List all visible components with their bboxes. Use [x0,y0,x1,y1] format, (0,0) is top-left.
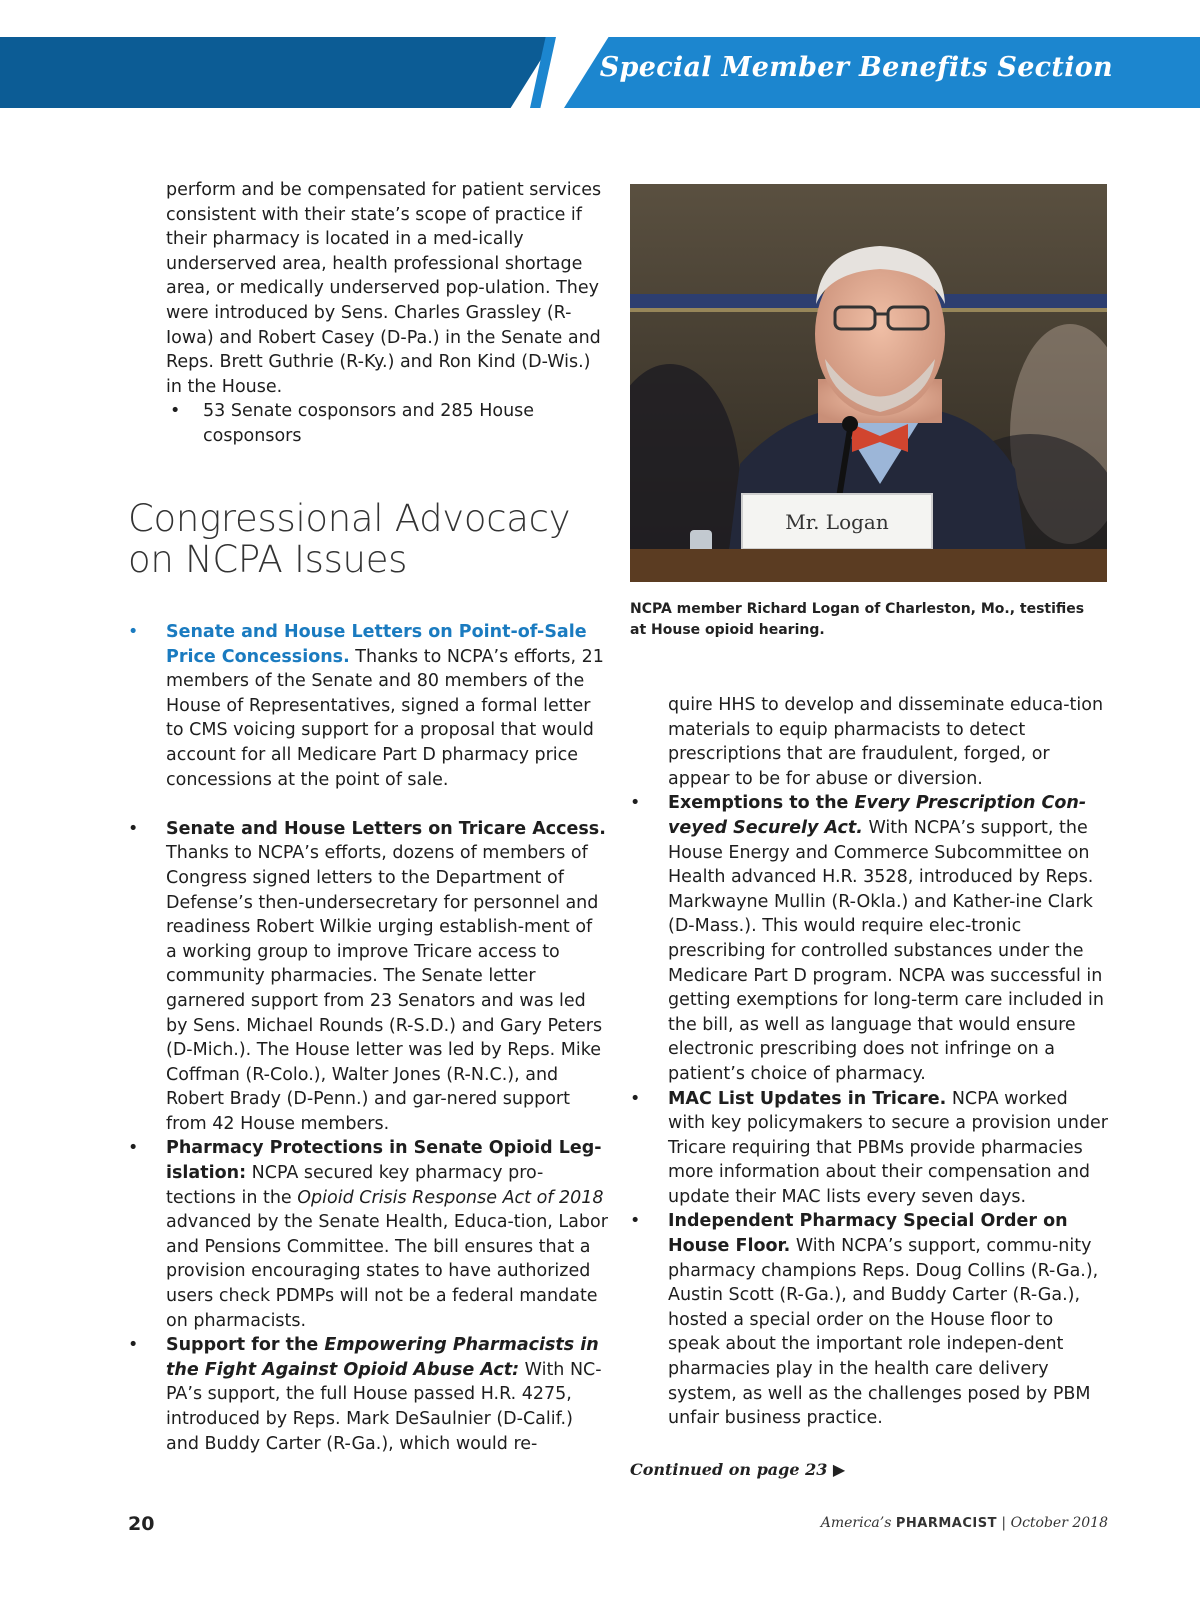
bullet-marker: • [128,818,139,839]
bullet-marker: • [170,401,181,422]
item-title: Independent Pharmacy Special Order on House Floor. [668,1211,1068,1257]
section-title: Special Member Benefits Section [599,52,1113,83]
item-title: Support for the [166,1335,325,1356]
item-body: With NCPA’s support, commu-nity pharmacy champions Reps. Doug Collins (R-Ga.), Austin Scott (R-Ga.), and Buddy Carter (R-Ga.), hosted a special order on the House floor to speak about the important role indepen-dent pharmacies play in the health care delivery system, as well as the challenges posed by PBM unfair business practice. [668,1236,1099,1429]
list-item [630,791,1110,1086]
item-title: Pharmacy Protections in Senate Opioid Leg-islation: [166,1138,602,1184]
bullet-marker: • [128,622,139,642]
bullet-marker: • [128,1335,139,1356]
bullet-marker: • [630,1211,641,1232]
list-item [128,1136,608,1333]
act-name: Empowering Pharmacists in the Fight Against Opioid Abuse Act: [166,1335,599,1380]
banner-dark-bar [0,37,555,108]
list-item [128,1333,608,1456]
item-body: With NCPA’s support, the House Energy and Commerce Subcommittee on Health advanced H.R. 3528, introduced by Reps. Markwayne Mullin (R-Okla.) and Kather-ine Clark (D-Mass.). This would require elec-tronic prescribing for controlled substances under the Medicare Part D program. NCPA was successful in getting exemptions for long-term care included in the bill, as well as language that would ensure electronic prescribing does not infringe on a patient’s choice of pharmacy. [668,817,1104,1084]
right-column [630,693,1110,1431]
continued-link[interactable] [630,1460,845,1479]
section-heading: Congressional Advocacy on NCPA Issues [128,497,571,581]
item-title: Exemptions to the [668,793,855,814]
publication-footer [821,1515,1108,1531]
act-name: Opioid Crisis Response Act of 2018 [297,1187,604,1208]
hearing-photo [630,184,1107,582]
magazine-prefix: America’s [820,1515,892,1531]
item-body: NCPA worked with key policymakers to secure a provision under Tricare requiring that PBMs provide pharmacies more information about their compensation and update their MAC lists every seven days. [668,1088,1108,1207]
magazine-name: PHARMACIST [895,1516,997,1531]
continued-text: Continued on page 23 [630,1460,828,1479]
page-number: 20 [128,1513,155,1535]
list-item [630,1087,1110,1210]
continuation-paragraph: quire HHS to develop and disseminate educa-tion materials to equip pharmacists to detect prescriptions that are fraudulent, forged, or appear to be for abuse or diversion. [668,695,1104,789]
bullet-marker: • [128,1138,139,1159]
nameplate-text: Mr. Logan [785,510,889,534]
item-body: With NC-PA’s support, the full House passed H.R. 4275, introduced by Reps. Mark DeSaulnier (D-Calif.) and Buddy Carter (R-Ga.), which would re- [166,1359,602,1454]
issue-date: October 2018 [1010,1515,1108,1531]
footer-separator: | [1001,1515,1007,1531]
photo-illustration [630,184,1107,582]
item-body: Thanks to NCPA’s efforts, dozens of members of Congress signed letters to the Department of Defense’s then-undersecretary for personnel and readiness Robert Wilkie urging establish-ment of a working group to improve Tricare access to community pharmacies. The Senate letter garnered support from 23 Senators and was led by Sens. Michael Rounds (R-S.D.) and Gary Peters (D-Mich.). The House letter was led by Reps. Mike Coffman (R-Colo.), Walter Jones (R-N.C.), and Robert Brady (D-Penn.) and gar-nered support from 42 House members. [166,843,603,1134]
act-name: Every Prescription Con-veyed Securely Act. [668,793,1087,838]
left-column-top [166,178,606,449]
list-item [166,399,606,448]
list-item [630,1209,1110,1430]
list-item [128,620,608,792]
arrow-right-icon: ▶ [832,1460,846,1479]
item-body: Thanks to NCPA’s efforts, 21 members of the Senate and 80 members of the House of Representatives, signed a formal letter to CMS voicing support for a proposal that would account for all Medicare Part D pharmacy price concessions at the point of sale. [166,646,604,790]
photo-caption: NCPA member Richard Logan of Charleston, Mo., testifies at House opioid hearing. [630,601,1085,638]
item-body: advanced by the Senate Health, Educa-tion, Labor and Pensions Committee. The bill ensures that a provision encouraging states to have authorized users check PDMPs will not be a federal mandate on pharmacists. [166,1212,608,1331]
continuation-paragraph: perform and be compensated for patient services consistent with their state’s scope of practice if their pharmacy is located in a med-ically underserved area, health professional shortage area, or medically underserved pop-ulation. They were introduced by Sens. Charles Grassley (R-Iowa) and Robert Casey (D-Pa.) in the Senate and Reps. Brett Guthrie (R-Ky.) and Ron Kind (D-Wis.) in the House. [166,180,602,397]
item-title: Senate and House Letters on Tricare Access. [166,818,606,839]
item-title: MAC List Updates in Tricare. [668,1088,947,1109]
item-title: Senate and House Letters on Point-of-Sale Price Concessions. [166,622,587,667]
bullet-marker: • [630,1088,641,1109]
bullet-marker: • [630,793,641,814]
list-item-text: 53 Senate cosponsors and 285 House cosponsors [203,401,535,446]
list-item [128,817,608,1137]
left-column-bullets [128,620,608,1456]
item-body: NCPA secured key pharmacy pro-tections in the [166,1163,544,1208]
